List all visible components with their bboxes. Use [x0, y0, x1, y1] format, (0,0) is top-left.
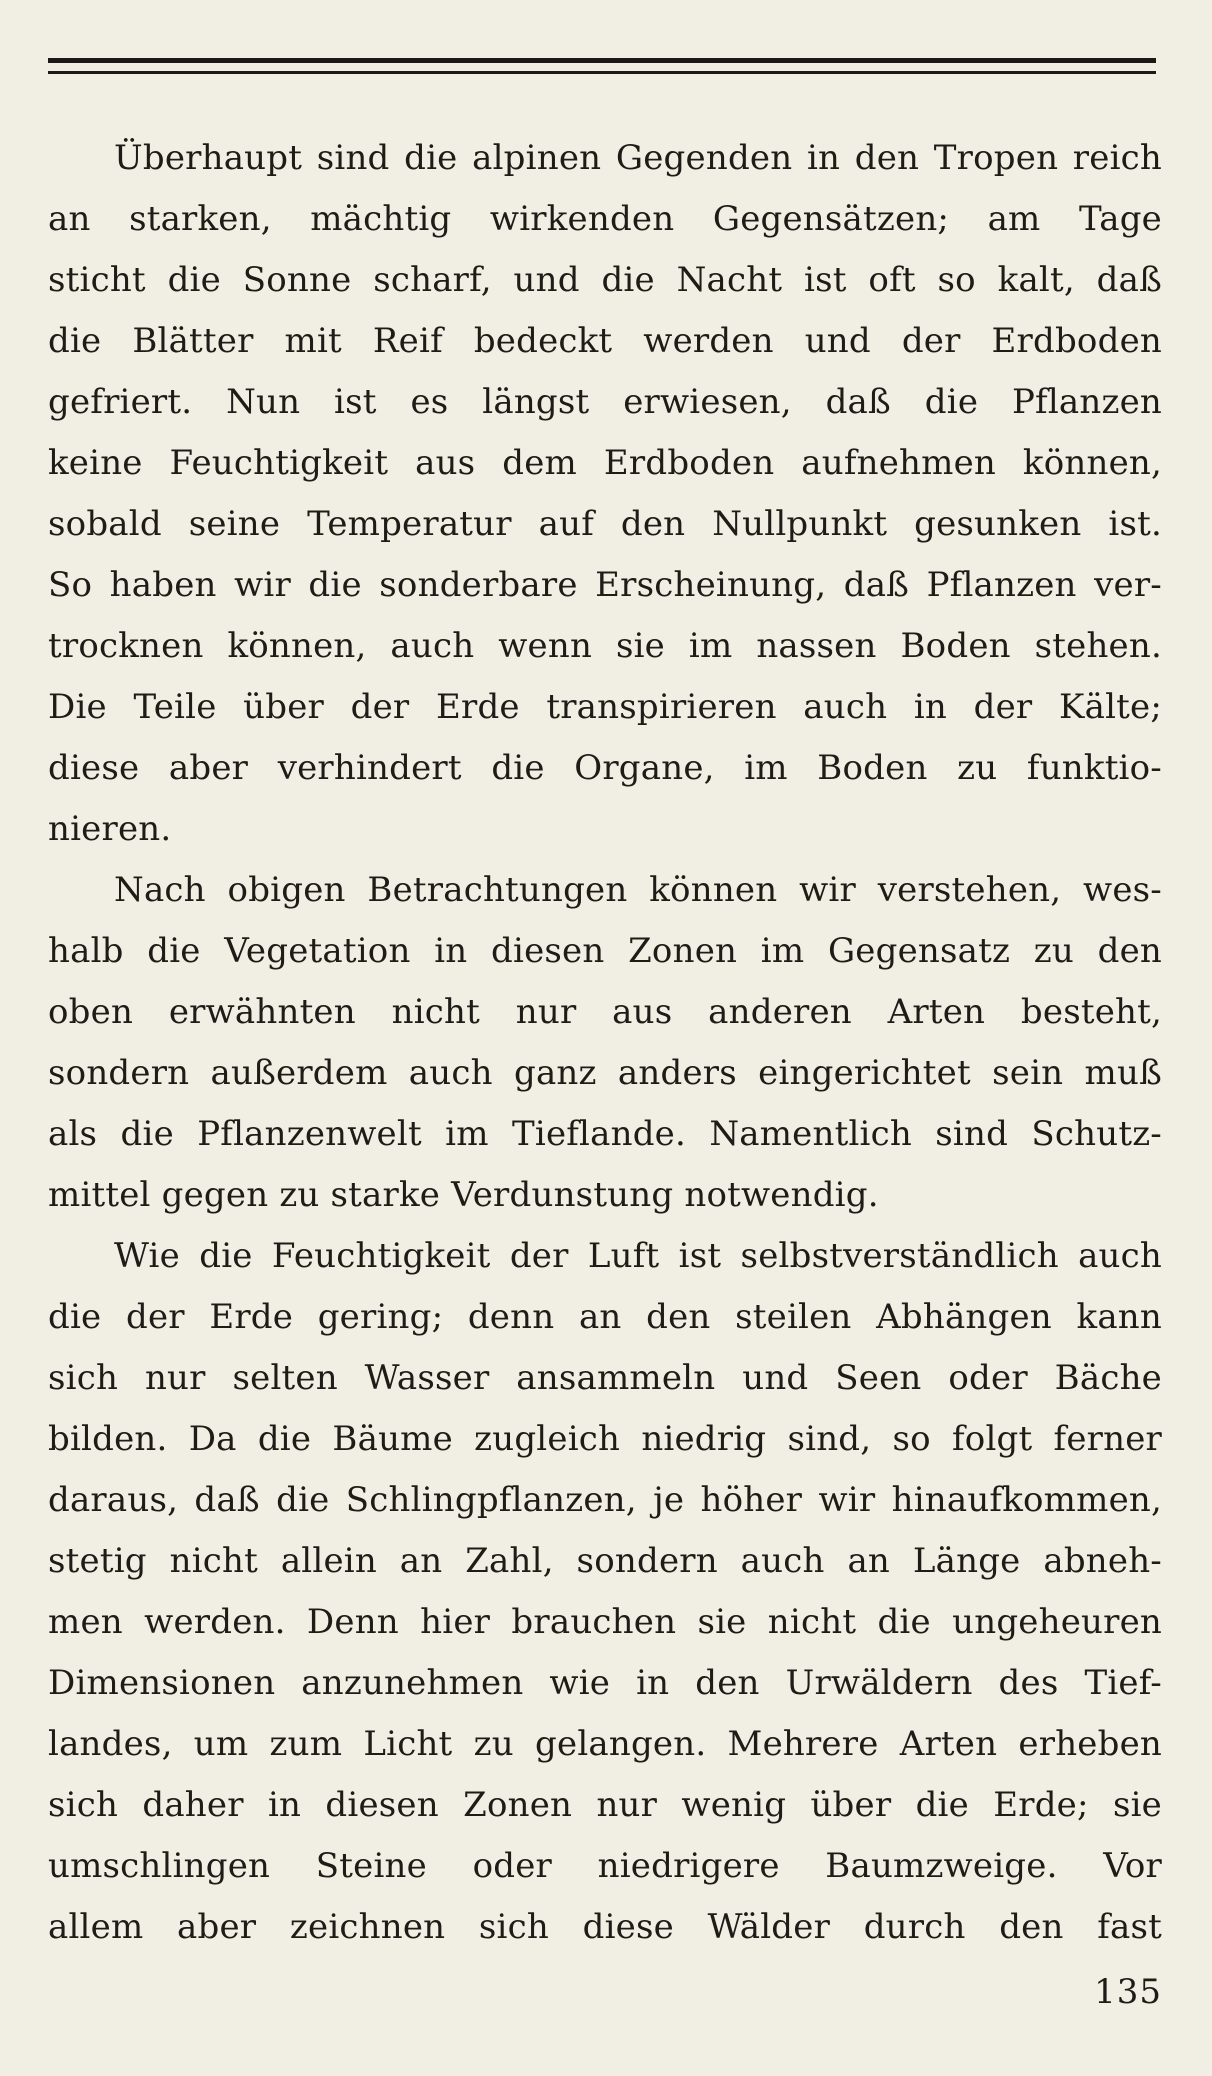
text-line: sobald seine Temperatur auf den Nullpunkt gesunken ist. [48, 504, 1162, 544]
body-text [48, 128, 1162, 1958]
text-line: sondern außerdem auch ganz anders eingerichtet sein muß [48, 1053, 1162, 1093]
text-line: trocknen können, auch wenn sie im nassen Boden stehen. [48, 626, 1162, 666]
header-rule-bottom [48, 71, 1156, 74]
text-line: nieren. [48, 809, 172, 849]
text-line: sich nur selten Wasser ansammeln und Seen oder Bäche [48, 1358, 1162, 1398]
paragraph-2 [48, 860, 1162, 1226]
text-line: Nach obigen Betrachtungen können wir verstehen, wes- [114, 870, 1162, 910]
text-line: die Blätter mit Reif bedeckt werden und der Erdboden [48, 321, 1162, 361]
text-line: stetig nicht allein an Zahl, sondern auch an Länge abneh- [48, 1541, 1162, 1581]
page-number: 135 [1094, 1972, 1162, 2012]
text-line: gefriert. Nun ist es längst erwiesen, daß die Pflanzen [48, 382, 1162, 422]
text-line: daraus, daß die Schlingpflanzen, je höher wir hinaufkommen, [48, 1480, 1162, 1520]
text-line: halb die Vegetation in diesen Zonen im Gegensatz zu den [48, 931, 1162, 971]
text-line: an starken, mächtig wirkenden Gegensätzen; am Tage [48, 199, 1162, 239]
text-line: men werden. Denn hier brauchen sie nicht die ungeheuren [48, 1602, 1162, 1642]
text-line: diese aber verhindert die Organe, im Boden zu funktio- [48, 748, 1162, 788]
text-line: Dimensionen anzunehmen wie in den Urwäldern des Tief- [48, 1663, 1162, 1703]
text-line: mittel gegen zu starke Verdunstung notwendig. [48, 1175, 879, 1215]
text-line: umschlingen Steine oder niedrigere Baumzweige. Vor [48, 1846, 1162, 1886]
text-line: Überhaupt sind die alpinen Gegenden in den Tropen reich [114, 138, 1162, 178]
text-line: allem aber zeichnen sich diese Wälder durch den fast [48, 1907, 1162, 1947]
text-line: Die Teile über der Erde transpirieren auch in der Kälte; [48, 687, 1162, 727]
paragraph-3 [48, 1226, 1162, 1958]
text-line: landes, um zum Licht zu gelangen. Mehrere Arten erheben [48, 1724, 1162, 1764]
text-line: Wie die Feuchtigkeit der Luft ist selbstverständlich auch [114, 1236, 1162, 1276]
text-line: sich daher in diesen Zonen nur wenig über die Erde; sie [48, 1785, 1162, 1825]
header-rule-top [48, 58, 1156, 63]
text-line: keine Feuchtigkeit aus dem Erdboden aufnehmen können, [48, 443, 1162, 483]
text-line: sticht die Sonne scharf, und die Nacht ist oft so kalt, daß [48, 260, 1162, 300]
text-line: So haben wir die sonderbare Erscheinung, daß Pflanzen ver- [48, 565, 1162, 605]
text-line: als die Pflanzenwelt im Tieflande. Namentlich sind Schutz- [48, 1114, 1162, 1154]
text-line: bilden. Da die Bäume zugleich niedrig sind, so folgt ferner [48, 1419, 1162, 1459]
text-line: die der Erde gering; denn an den steilen Abhängen kann [48, 1297, 1162, 1337]
text-line: oben erwähnten nicht nur aus anderen Arten besteht, [48, 992, 1162, 1032]
paragraph-1 [48, 128, 1162, 860]
